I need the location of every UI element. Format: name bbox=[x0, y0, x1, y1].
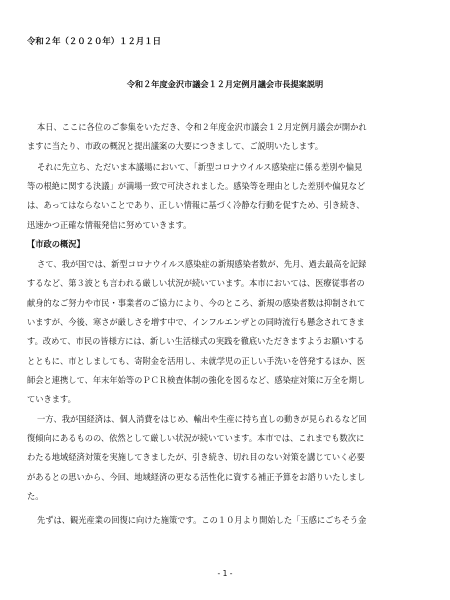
body-line: 本日、ここに各位のご参集をいただき、令和２年度金沢市議会１２月定例月議会が開かれ bbox=[37, 122, 367, 132]
body-line: 復傾向にあるものの、依然として厳しい状況が続いています。本市では、これまでも数次に bbox=[27, 433, 365, 443]
body-line: 迅速かつ正確な情報発信に努めていきます。 bbox=[27, 220, 192, 230]
body-line: わたる地域経済対策を実施してきましたが、引き続き、切れ目のない対策を講じていく必要 bbox=[27, 452, 365, 462]
body-line: ていきます。 bbox=[27, 394, 76, 404]
body-line: するなど、第３波とも言われる厳しい状況が続いています。本市においては、医療従事者の bbox=[27, 278, 365, 288]
body-line: ますに当たり、市政の概況と提出議案の大要につきまして、ご説明いたします。 bbox=[27, 141, 324, 151]
page-number: - 1 - bbox=[217, 569, 233, 578]
body-line: 師会と連携して、年末年始等のＰＣＲ検査体制の強化を図るなど、感染症対策に万全を期し bbox=[27, 375, 366, 385]
section-heading: 【市政の概況】 bbox=[27, 239, 85, 249]
body-line: があるとの思いから、今回、地域経済の更なる活性化に資する補正予算をお諮りいたしまし bbox=[27, 472, 366, 482]
body-line: た。 bbox=[27, 491, 44, 501]
body-line: は、あってはならないことであり、正しい情報に基づく冷静な行動を促すため、引き続き、 bbox=[27, 200, 365, 210]
body-line: 献身的なご努力や市民・事業者のご協力により、今のところ、新規の感染者数は抑制されて bbox=[27, 298, 366, 308]
body-line: それに先立ち、ただいま本議場において、「新型コロナウイルス感染症に係る差別や偏見 bbox=[37, 162, 363, 172]
body-line: とともに、市としましても、寄附金を活用し、未就学児の正しい手洗いを啓発するほか、医 bbox=[27, 356, 366, 366]
body-line: いますが、今後、寒さが厳しさを増す中で、インフルエンザとの同時流行も懸念されてきま bbox=[27, 317, 365, 327]
body-line: 等の根絶に関する決議」が満場一致で可決されました。感染等を理由とした差別や偏見など bbox=[27, 181, 366, 191]
document-date: 令和２年（２０２０年）１２月１日 bbox=[27, 36, 161, 46]
body-line: 先ずは、観光産業の回復に向けた施策です。この１０月より開始した「玉感にごちそう金 bbox=[37, 515, 367, 525]
body-line: さて、我が国では、新型コロナウイルス感染症の新規感染者数が、先月、過去最高を記録 bbox=[37, 259, 367, 269]
document-title: 令和２年度金沢市議会１２月定例月議会市長提案説明 bbox=[126, 79, 324, 89]
body-line: 一方、我が国経済は、個人消費をはじめ、輸出や生産に持ち直しの動きが見られるなど回 bbox=[37, 414, 367, 424]
body-line: す。改めて、市民の皆様方には、新しい生活様式の実践を徹底いただきますようお願いする bbox=[27, 336, 365, 346]
